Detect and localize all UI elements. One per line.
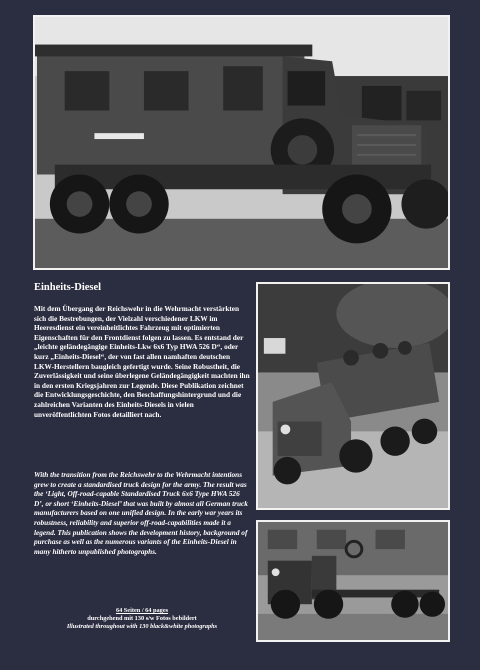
photo-truck-with-soldiers — [256, 282, 450, 510]
german-photo-note: durchgehend mit 130 s/w Fotos bebildert — [87, 615, 197, 623]
truck-chassis-image — [258, 522, 448, 640]
section-heading: Einheits-Diesel — [34, 282, 102, 293]
page-count: 64 Seiten / 64 pages — [115, 607, 169, 614]
english-description: With the transition from the Reichswehr to the Wehrmacht intentions grew to create a standardised truck design for the army. The result was the ‘Light, Off-road-capable Standardised Truck 6x6 Type HWA 526 D’, or short ‘Einheits-Diesel’ that was built by almost all German truck manufacturers based on one unified design. In the early war years its robustness, reliability and superior off-road-capabilities made it a legend. This publication shows the development history, background of purchase as well as the numerous variants of the Einheits-Diesel in many hitherto unpublished photographs. — [34, 470, 248, 556]
english-photo-note: Illustrated throughout with 130 black&white photographs — [66, 623, 218, 631]
photo-truck-chassis — [256, 520, 450, 642]
truck-with-soldiers-image — [258, 284, 448, 508]
photo-truck-convoy — [33, 15, 450, 270]
truck-convoy-image — [35, 17, 448, 268]
german-description: Mit dem Übergang der Reichswehr in die Wehrmacht verstärkten sich die Bestrebungen, der Vielzahl verschiedener LKW im Heeresdienst ein vereinheitlichtes Fahrzeug mit optimierten Eigenschaften für den Frontdienst folgen zu lassen. Es entstand der „leichte geländegängige Einheits-Lkw 6x6 Typ HWA 526 D“, oder kurz „Einheits-Diesel“, der von fast allen namhaften deutschen LKW-Herstellern baugleich gefertigt wurde. Seine Robustheit, die Zuverlässigkeit und seine überlegene Geländegängigkeit machten ihn in den ersten Kriegsjahren zur Legende. Diese Publikation zeichnet die Entwicklungsgeschichte, den Beschaffungshintergrund und die zahlreichen Varianten des Einheits-Diesels in vielen unveröffentlichten Fotos detailliert nach. — [34, 304, 250, 419]
publication-footer — [34, 607, 250, 631]
